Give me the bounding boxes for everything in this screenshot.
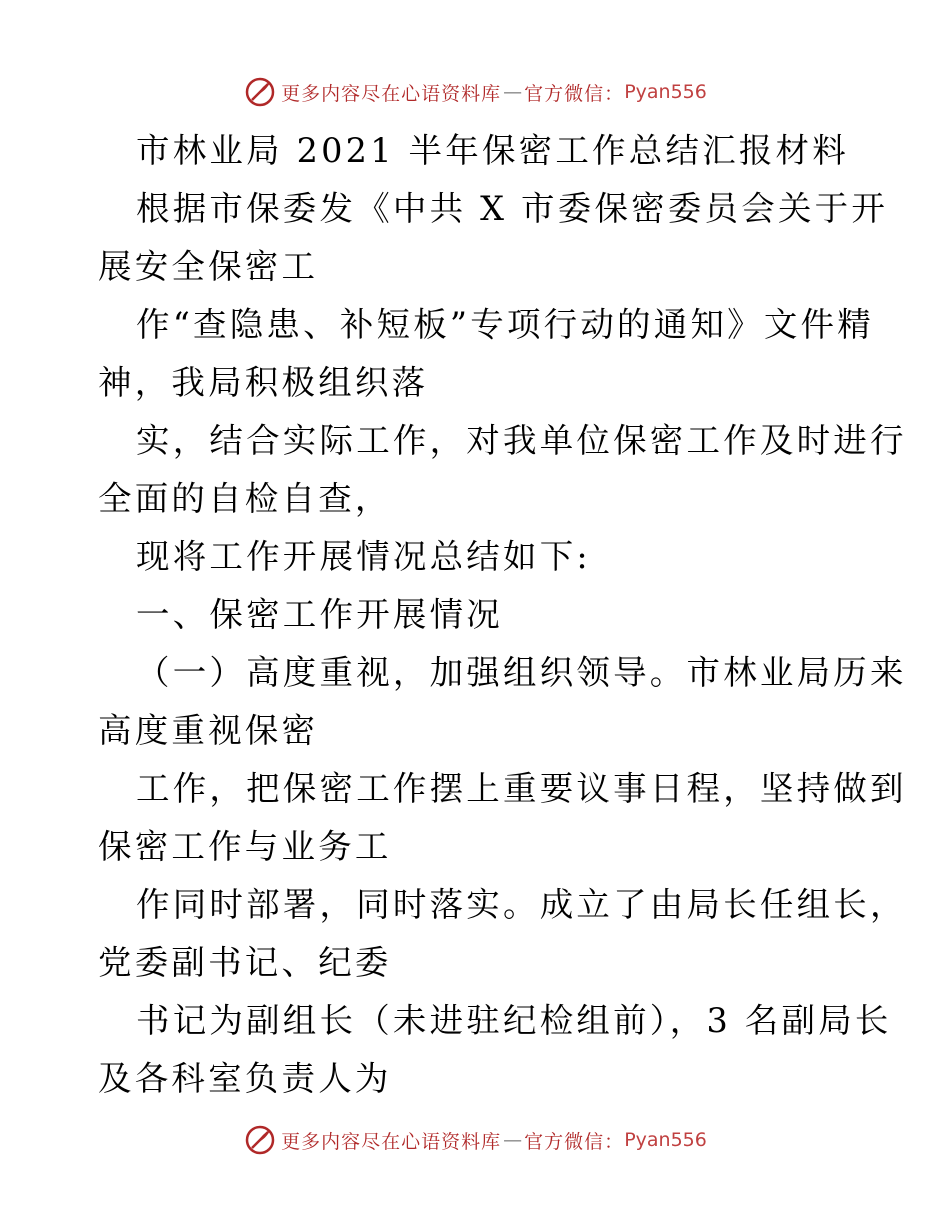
paragraph-line: 作同时部署，同时落实。成立了由局长任组长，: [136, 885, 907, 924]
section-heading: 一、保密工作开展情况: [136, 595, 503, 634]
paragraph-line: 实，结合实际工作，对我单位保密工作及时进行: [136, 421, 907, 460]
paragraph-line: 工作，把保密工作摆上重要议事日程，坚持做到: [136, 769, 907, 808]
paragraph-line: （一）高度重视，加强组织领导。市林业局历来: [136, 653, 907, 692]
paragraph-line: 及各科室负责人为: [98, 1059, 392, 1098]
watermark-main-text: 更多内容尽在心语资料库: [281, 1130, 502, 1153]
document-title: 市林业局 2021 半年保密工作总结汇报材料: [136, 131, 849, 170]
watermark-dash: —: [503, 1129, 523, 1151]
paragraph-line: 全面的自检自查，: [98, 479, 392, 518]
paragraph-line: 作“查隐患、补短板”专项行动的通知》文件精: [136, 305, 874, 344]
watermark-wechat-label: 官方微信：: [524, 82, 625, 105]
watermark-dash: —: [503, 81, 523, 103]
paragraph-line: 高度重视保密: [98, 711, 319, 750]
paragraph-line: 神，我局积极组织落: [98, 363, 429, 402]
watermark-wechat-id: Pyan556: [624, 1129, 707, 1151]
watermark-wechat-id: Pyan556: [624, 81, 707, 103]
watermark-header: [0, 72, 950, 112]
paragraph-line: 根据市保委发《中共 X 市委保密委员会关于开: [136, 189, 889, 228]
watermark-main-text: 更多内容尽在心语资料库: [281, 82, 502, 105]
watermark-footer: [0, 1120, 950, 1160]
feather-logo-icon: [243, 75, 277, 109]
watermark-wechat-label: 官方微信：: [524, 1130, 625, 1153]
feather-logo-icon: [243, 1123, 277, 1157]
paragraph-line: 党委副书记、纪委: [98, 943, 392, 982]
paragraph-line: 保密工作与业务工: [98, 827, 392, 866]
paragraph-line: 书记为副组长（未进驻纪检组前），3 名副局长: [136, 1001, 892, 1040]
document-body: [98, 122, 907, 1108]
paragraph-line: 现将工作开展情况总结如下:: [136, 537, 591, 576]
paragraph-line: 展安全保密工: [98, 247, 319, 286]
